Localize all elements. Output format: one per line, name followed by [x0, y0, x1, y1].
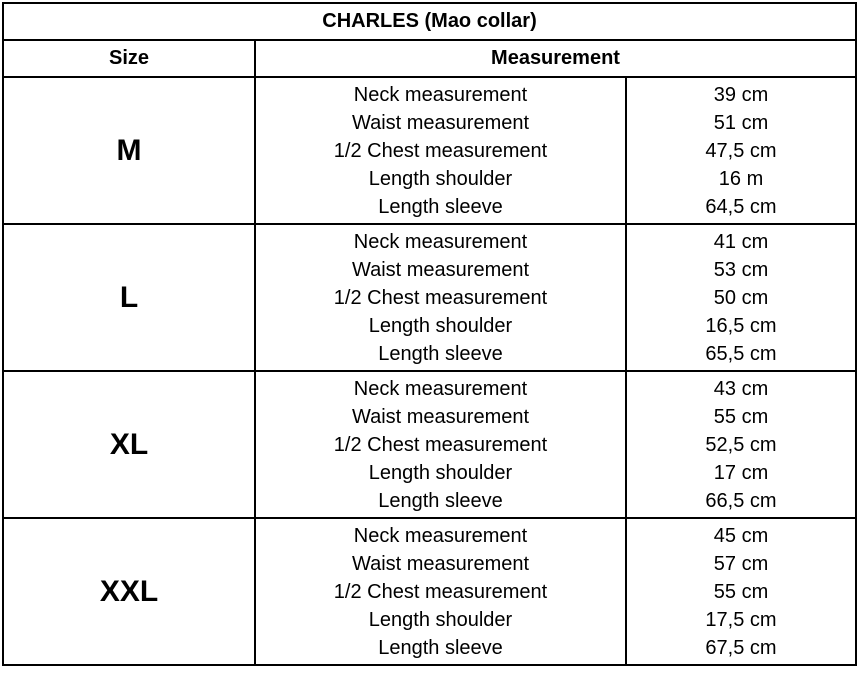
- measurement-value: 51 cm: [713, 111, 769, 134]
- measurement-label: Length sleeve: [378, 489, 503, 512]
- measurement-label: Length shoulder: [368, 167, 513, 190]
- size-label-xxl: XXL: [3, 518, 255, 665]
- measurement-value: 43 cm: [713, 377, 769, 400]
- measurement-label: Waist measurement: [351, 405, 530, 428]
- size-label-xl: XL: [3, 371, 255, 518]
- measurement-label: Length shoulder: [368, 461, 513, 484]
- measurement-value: 17 cm: [713, 461, 769, 484]
- measurement-labels-m: [255, 77, 626, 224]
- measurement-label: 1/2 Chest measurement: [333, 139, 548, 162]
- measurement-label: 1/2 Chest measurement: [333, 286, 548, 309]
- measurement-value: 64,5 cm: [705, 195, 777, 218]
- measurement-labels-l: [255, 224, 626, 371]
- measurement-label: Neck measurement: [353, 230, 528, 253]
- measurement-label: Length sleeve: [378, 342, 503, 365]
- measurement-value: 53 cm: [713, 258, 769, 281]
- measurement-value: 41 cm: [713, 230, 769, 253]
- measurement-label: Length sleeve: [378, 636, 503, 659]
- measurement-column-header: Measurement: [255, 40, 856, 77]
- measurement-value: 16,5 cm: [705, 314, 777, 337]
- measurement-label: Waist measurement: [351, 552, 530, 575]
- table-row-size-xxl: [3, 518, 856, 665]
- size-label-m: M: [3, 77, 255, 224]
- measurement-values-m: [626, 77, 856, 224]
- measurement-value: 55 cm: [713, 405, 769, 428]
- size-chart-body: [3, 3, 856, 665]
- size-column-header: Size: [3, 40, 255, 77]
- measurement-label: Waist measurement: [351, 258, 530, 281]
- measurement-value: 16 m: [718, 167, 764, 190]
- table-row-size-l: [3, 224, 856, 371]
- measurement-values-l: [626, 224, 856, 371]
- measurement-labels-xl: [255, 371, 626, 518]
- table-row-size-m: [3, 77, 856, 224]
- measurement-label: Length shoulder: [368, 608, 513, 631]
- size-label-l: L: [3, 224, 255, 371]
- measurement-label: Waist measurement: [351, 111, 530, 134]
- measurement-label: Neck measurement: [353, 377, 528, 400]
- table-title: CHARLES (Mao collar): [3, 3, 856, 40]
- measurement-label: Length sleeve: [378, 195, 503, 218]
- size-chart-table: [2, 2, 857, 666]
- measurement-value: 39 cm: [713, 83, 769, 106]
- measurement-value: 45 cm: [713, 524, 769, 547]
- measurement-value: 47,5 cm: [705, 139, 777, 162]
- measurement-value: 17,5 cm: [705, 608, 777, 631]
- measurement-value: 50 cm: [713, 286, 769, 309]
- header-row: [3, 40, 856, 77]
- measurement-values-xxl: [626, 518, 856, 665]
- measurement-value: 55 cm: [713, 580, 769, 603]
- measurement-label: 1/2 Chest measurement: [333, 433, 548, 456]
- measurement-value: 52,5 cm: [705, 433, 777, 456]
- table-row-size-xl: [3, 371, 856, 518]
- measurement-value: 65,5 cm: [705, 342, 777, 365]
- title-row: [3, 3, 856, 40]
- measurement-label: Neck measurement: [353, 83, 528, 106]
- measurement-label: Neck measurement: [353, 524, 528, 547]
- measurement-value: 66,5 cm: [705, 489, 777, 512]
- measurement-label: 1/2 Chest measurement: [333, 580, 548, 603]
- measurement-value: 67,5 cm: [705, 636, 777, 659]
- measurement-values-xl: [626, 371, 856, 518]
- measurement-label: Length shoulder: [368, 314, 513, 337]
- measurement-labels-xxl: [255, 518, 626, 665]
- measurement-value: 57 cm: [713, 552, 769, 575]
